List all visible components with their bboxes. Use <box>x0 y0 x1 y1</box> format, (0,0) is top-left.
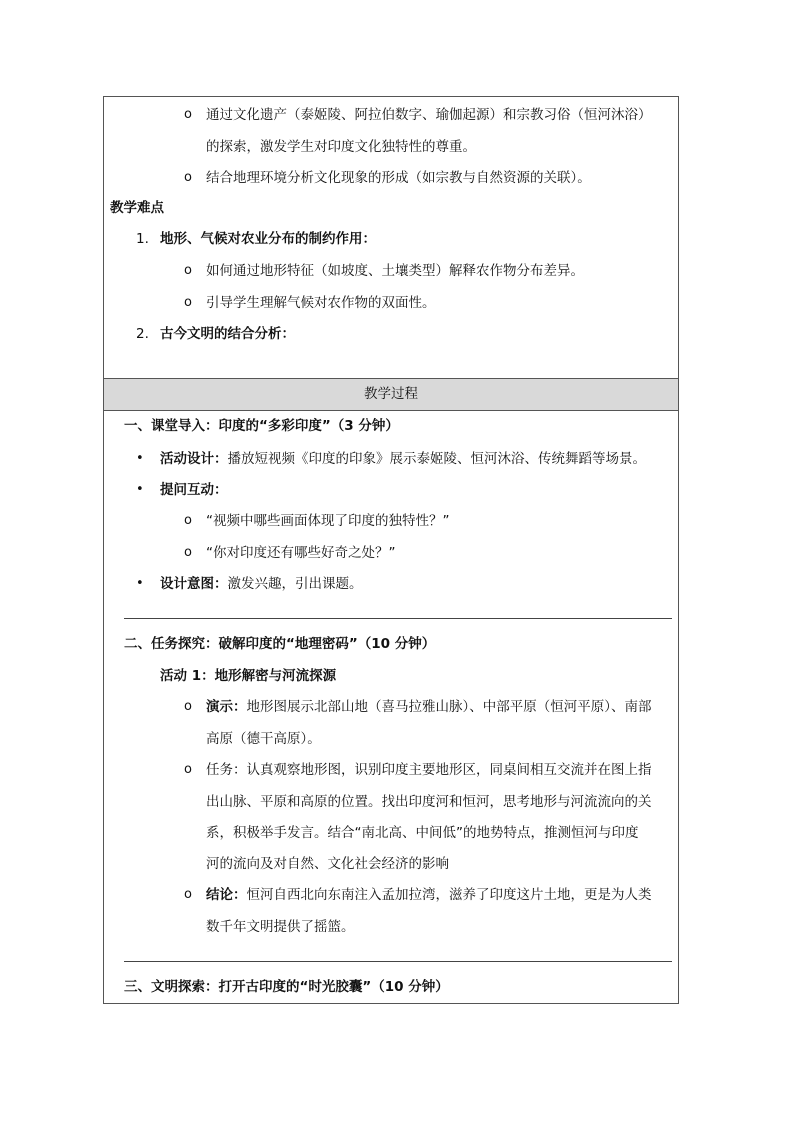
conclusion-text: 恒河自西北向东南注入孟加拉湾，滋养了印度这片土地，更是为人类 <box>246 887 652 903</box>
circle-bullet-icon: o <box>184 762 192 777</box>
circle-bullet-icon: o <box>184 170 192 185</box>
circle-bullet-icon: o <box>184 699 192 714</box>
difficulties-heading: 教学难点 <box>110 200 164 216</box>
activity-title: 活动 1：地形解密与河流探源 <box>160 668 337 684</box>
activity-line <box>206 885 652 905</box>
process-header <box>104 378 678 411</box>
bullet-label: 活动设计： <box>160 451 228 467</box>
bullet-label: 设计意图： <box>160 576 228 592</box>
bullet-item <box>160 449 646 469</box>
conclusion-label: 结论： <box>206 887 247 903</box>
activity-line: 系，积极举手发言。结合“南北高、中间低”的地势特点，推测恒河与印度 <box>206 825 639 841</box>
section-divider <box>124 618 672 619</box>
bullet-text: 播放短视频《印度的印象》展示泰姬陵、恒河沐浴、传统舞蹈等场景。 <box>227 451 646 467</box>
demo-label: 演示： <box>206 699 247 715</box>
difficulty-sub: 引导学生理解气候对农作物的双面性。 <box>206 295 436 311</box>
bullet-icon: • <box>136 451 144 466</box>
goal-item-line: 通过文化遗产（泰姬陵、阿拉伯数字、瑜伽起源）和宗教习俗（恒河沐浴） <box>206 107 652 123</box>
section-title: 三、文明探索：打开古印度的“时光胶囊”（10 分钟） <box>124 979 449 995</box>
bullet-label: 提问互动： <box>160 482 228 498</box>
difficulty-title: 地形、气候对农业分布的制约作用： <box>160 231 376 247</box>
demo-text: 地形图展示北部山地（喜马拉雅山脉）、中部平原（恒河平原）、南部 <box>246 699 652 715</box>
activity-line: 数千年文明提供了摇篮。 <box>206 919 355 935</box>
difficulty-sub: 如何通过地形特征（如坡度、土壤类型）解释农作物分布差异。 <box>206 263 584 279</box>
section-divider <box>124 961 672 962</box>
circle-bullet-icon: o <box>184 887 192 902</box>
process-header-label: 教学过程 <box>364 386 418 402</box>
circle-bullet-icon: o <box>184 513 192 528</box>
activity-line <box>206 697 652 717</box>
section-title: 二、任务探究：破解印度的“地理密码”（10 分钟） <box>124 636 436 652</box>
goal-item-line: 的探索，激发学生对印度文化独特性的尊重。 <box>206 139 476 155</box>
activity-line: 出山脉、平原和高原的位置。找出印度河和恒河，思考地形与河流流向的关 <box>206 794 652 810</box>
circle-bullet-icon: o <box>184 545 192 560</box>
activity-line: 高原（德干高原）。 <box>206 731 321 747</box>
question-item: “你对印度还有哪些好奇之处？” <box>206 545 396 561</box>
circle-bullet-icon: o <box>184 295 192 310</box>
circle-bullet-icon: o <box>184 107 192 122</box>
difficulty-title: 古今文明的结合分析： <box>160 326 295 342</box>
bullet-text: 激发兴趣，引出课题。 <box>227 576 363 592</box>
circle-bullet-icon: o <box>184 263 192 278</box>
list-number: 1. <box>136 231 149 247</box>
question-item: “视频中哪些画面体现了印度的独特性？” <box>206 513 450 529</box>
bullet-icon: • <box>136 482 144 497</box>
goal-item-line: 结合地理环境分析文化现象的形成（如宗教与自然资源的关联）。 <box>206 170 591 186</box>
activity-line: 任务：认真观察地形图，识别印度主要地形区，同桌间相互交流并在图上指 <box>206 762 652 778</box>
section-title: 一、课堂导入：印度的“多彩印度”（3 分钟） <box>124 418 399 434</box>
activity-line: 河的流向及对自然、文化社会经济的影响 <box>206 856 449 872</box>
bullet-item <box>160 574 363 594</box>
bullet-icon: • <box>136 576 144 591</box>
list-number: 2. <box>136 326 149 342</box>
lesson-plan-table <box>103 96 679 1004</box>
